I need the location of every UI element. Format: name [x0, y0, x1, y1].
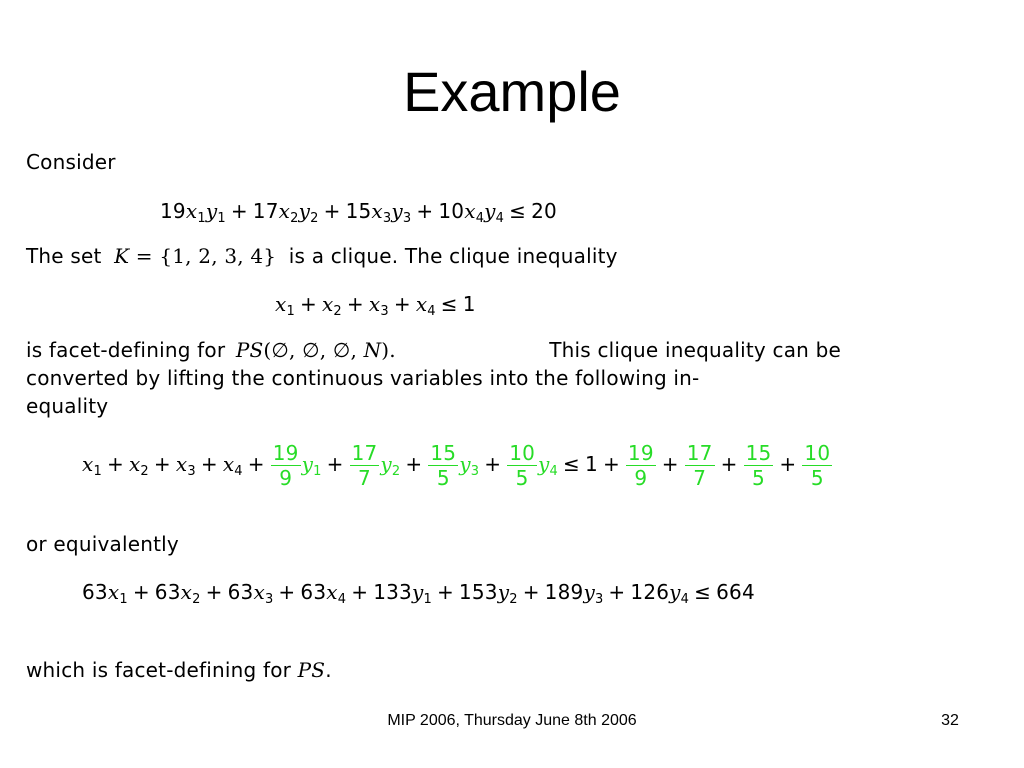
slide-title: Example — [403, 60, 621, 123]
fraction-15-5: $\frac{15}{5}$ — [430, 441, 457, 490]
or-equivalently-text: or equivalently — [26, 532, 179, 556]
clique-inequality: $x_1 + x_2 + x_3 + x_4 \le 1$ — [275, 292, 476, 319]
fraction-17-7: $\frac{17}{7}$ — [351, 441, 378, 490]
rhs-fraction-10-5: $\frac{10}{5}$ — [804, 441, 831, 490]
final-statement — [26, 656, 332, 684]
rhs-fraction-17-7: $\frac{17}{7}$ — [686, 441, 713, 490]
final-suffix: . — [325, 658, 332, 682]
set-suffix: is a clique. The clique inequality — [288, 244, 618, 268]
facet-paragraph-line1 — [26, 336, 841, 364]
set-k-math: K = {1, 2, 3, 4} — [114, 244, 277, 268]
final-prefix: which is facet-defining for — [26, 658, 292, 682]
fraction-10-5: $\frac{10}{5}$ — [509, 441, 536, 490]
rhs-fraction-19-9: $\frac{19}{9}$ — [627, 441, 654, 490]
knapsack-equation: $19x_1y_1 + 17x_2y_2 + 15x_3y_3 + 10x_4y_4 \le 20$ — [160, 199, 557, 226]
clique-statement — [26, 242, 618, 270]
facet-suffix: This clique inequality can be — [549, 338, 841, 362]
page-number: 32 — [941, 712, 959, 729]
facet-paragraph-line2: converted by lifting the continuous variables into the following in- — [26, 366, 700, 390]
set-prefix: The set — [26, 244, 102, 268]
fraction-19-9: $\frac{19}{9}$ — [272, 441, 299, 490]
lifted-inequality: $x_1 + x_2 + x_3 + x_4$ + $\frac{19}{9}$ $y_1$ + $\frac{17}{7}$ $y_2$ + $\frac{15}{5}$ $y_3$ + $\frac{10}{5}$ $y_4 \le 1$ + $\frac{19}{9}$ + $\frac{17}{7}$ + $\frac{15}{5}$ + $\frac{10}{5}$ — [82, 441, 831, 490]
final-ps-math: PS — [297, 658, 326, 682]
footer-info: MIP 2006, Thursday June 8th 2006 — [387, 712, 637, 729]
consider-text: Consider — [26, 150, 116, 174]
facet-prefix: is facet-defining for — [26, 338, 226, 362]
facet-paragraph-line3: equality — [26, 394, 109, 418]
rhs-fraction-15-5: $\frac{15}{5}$ — [745, 441, 772, 490]
ps-math: PS(∅, ∅, ∅, N). — [235, 338, 396, 362]
integer-inequality: $63x_1 + 63x_2 + 63x_3 + 63x_4 + 133y_1 + 153y_2 + 189y_3 + 126y_4 \le 664$ — [82, 580, 755, 607]
